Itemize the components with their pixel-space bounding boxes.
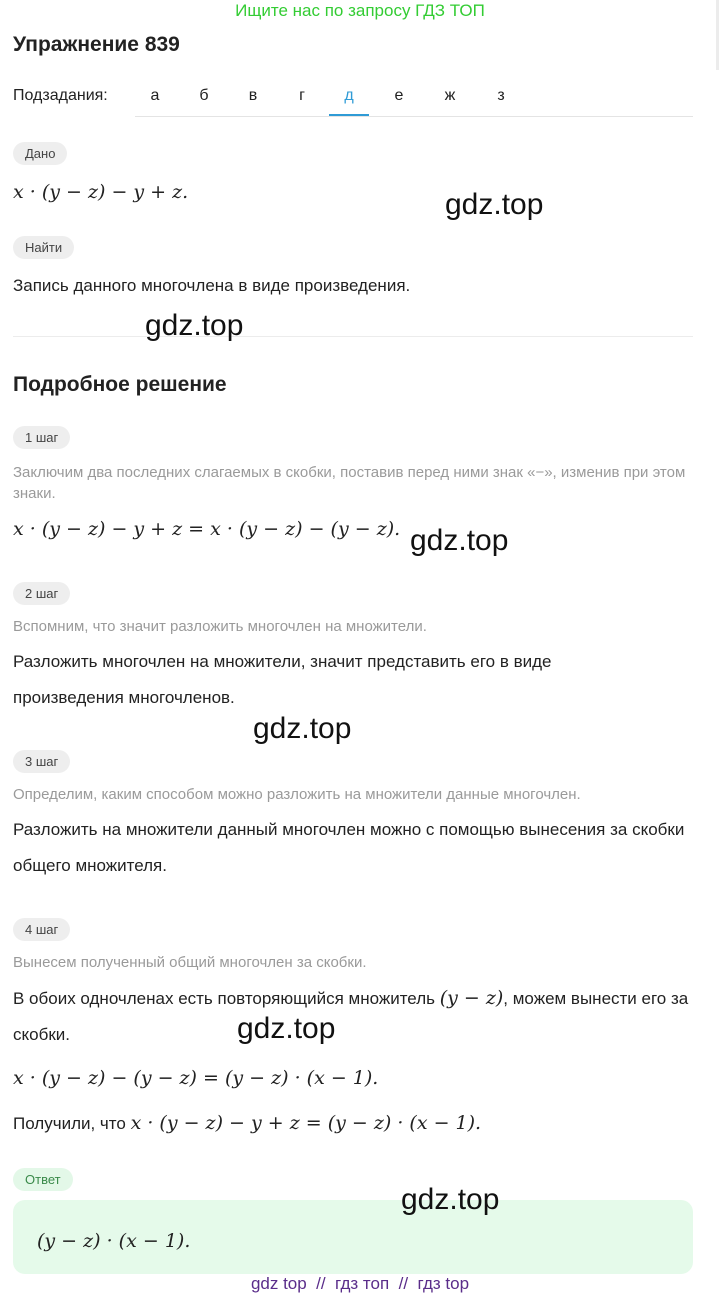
step-1-note: Заключим два последних слагаемых в скобки, поставив перед ними знак «−», изменив при этом знаки. <box>13 464 686 502</box>
tab-d[interactable]: д <box>329 80 369 116</box>
tab-b[interactable]: б <box>199 87 209 104</box>
step-4-text-math: (y − z) <box>439 987 504 1009</box>
subtasks-label: Подзадания: <box>13 87 108 104</box>
tab-z[interactable]: з <box>497 87 505 104</box>
given-chip: Дано <box>13 142 67 165</box>
step-4-text-after: , можем вынести его за скобки. <box>13 989 689 1044</box>
step-4-result-prefix: Получили, что <box>13 1114 126 1133</box>
watermark: gdz.top <box>237 1012 336 1045</box>
step-1-expression: x · (y − z) − y + z = x · (y − z) − (y − z). <box>13 518 401 540</box>
step-4-text <box>13 980 703 1053</box>
step-3-chip: 3 шаг <box>13 750 70 773</box>
step-2-chip: 2 шаг <box>13 582 70 605</box>
step-4-result <box>13 1112 481 1134</box>
watermark: gdz.top <box>445 188 544 221</box>
step-4-text-before: В обоих одночленах есть повторяющийся множитель <box>13 989 435 1008</box>
step-4-note: Вынесем полученный общий многочлен за скобки. <box>13 954 367 971</box>
tab-v[interactable]: в <box>248 87 258 104</box>
given-expression: x · (y − z) − y + z. <box>13 181 189 203</box>
step-1-chip: 1 шаг <box>13 426 70 449</box>
step-2-note: Вспомним, что значит разложить многочлен на множители. <box>13 618 427 635</box>
watermark: gdz.top <box>253 712 352 745</box>
tab-g[interactable]: г <box>299 87 305 104</box>
step-4-expression: x · (y − z) − (y − z) = (y − z) · (x − 1). <box>13 1067 379 1089</box>
answer-expression: (y − z) · (x − 1). <box>37 1230 191 1252</box>
promo-banner[interactable]: Ищите нас по запросу ГДЗ ТОП <box>235 1 485 20</box>
subtasks-tabs <box>135 80 693 117</box>
step-3-note: Определим, каким способом можно разложить на множители данные многочлен. <box>13 786 581 803</box>
footer-links[interactable]: gdz top // гдз топ // гдз top <box>250 1274 470 1293</box>
divider <box>13 336 693 337</box>
step-2-text: Разложить многочлен на множители, значит представить его в виде произведения многочленов. <box>13 652 552 707</box>
answer-box <box>13 1200 693 1274</box>
page-title: Упражнение 839 <box>13 33 180 56</box>
find-text: Запись данного многочлена в виде произведения. <box>13 276 411 295</box>
watermark: gdz.top <box>401 1183 500 1216</box>
step-4-result-math: x · (y − z) − y + z = (y − z) · (x − 1). <box>130 1112 482 1134</box>
tab-zh[interactable]: ж <box>444 87 456 104</box>
solution-title: Подробное решение <box>13 373 227 396</box>
answer-chip: Ответ <box>13 1168 73 1191</box>
watermark: gdz.top <box>410 524 509 557</box>
step-3-text: Разложить на множители данный многочлен можно с помощью вынесения за скобки общего множителя. <box>13 820 685 875</box>
step-4-chip: 4 шаг <box>13 918 70 941</box>
watermark: gdz.top <box>145 309 244 342</box>
find-chip: Найти <box>13 236 74 259</box>
tab-a[interactable]: а <box>150 87 160 104</box>
tab-e[interactable]: е <box>394 87 404 104</box>
